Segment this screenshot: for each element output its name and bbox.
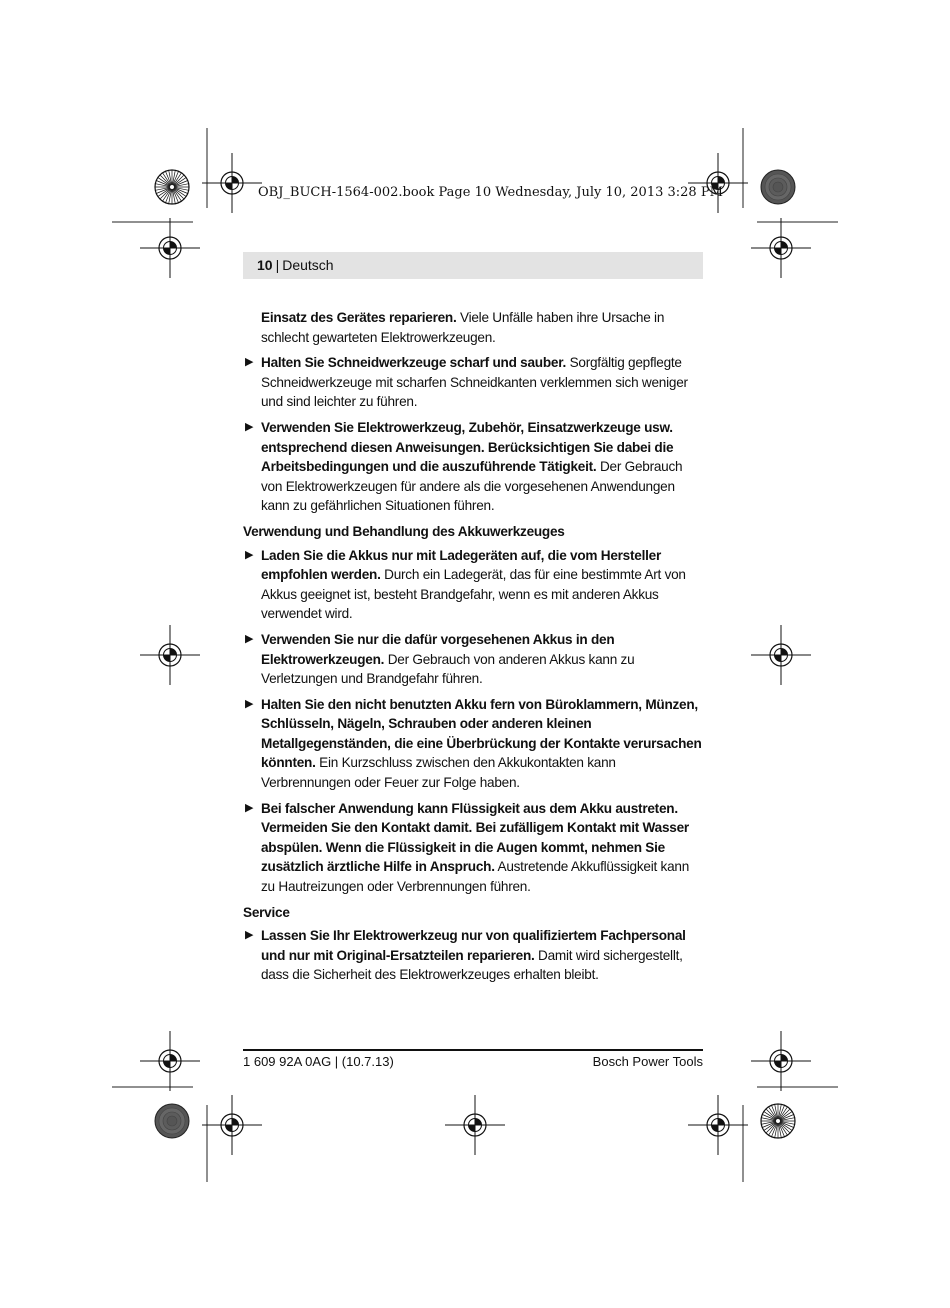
list-item: [243, 546, 705, 624]
item-text: Sorgfältig gepflegte Schneidwerkzeuge mit scharfen Schneidkanten verklemmen sich weniger und sind leichter zu führen.: [261, 355, 688, 410]
bullet-icon: ▶: [245, 548, 254, 561]
intro-bold: Einsatz des Gerätes reparieren.: [261, 310, 457, 325]
item-text: Damit wird sichergestellt, dass die Sicherheit des Elektrowerkzeuges erhalten bleibt.: [261, 947, 683, 983]
registration-mark-lower-right: [751, 1031, 811, 1091]
intro-text: Viele Unfälle haben ihre Ursache in schlecht gewarteten Elektrowerkzeugen.: [261, 310, 665, 345]
starburst-mark-top-left: [155, 170, 189, 204]
bullet-icon: ▶: [245, 632, 254, 645]
bullet-icon: ▶: [245, 801, 254, 814]
item-bold: Halten Sie Schneidwerkzeuge scharf und sauber.: [261, 355, 567, 371]
list-item: [243, 630, 705, 689]
bullet-icon: ▶: [245, 929, 254, 942]
item-bold: Laden Sie die Akkus nur mit Ladegeräten auf, die vom Hersteller empfohlen werden.: [261, 547, 661, 583]
section-heading-akku: Verwendung und Behandlung des Akkuwerkzeuges: [243, 523, 565, 539]
bullet-icon: ▶: [245, 356, 254, 369]
item-bold: Halten Sie den nicht benutzten Akku fern von Büroklammern, Münzen, Schlüsseln, Nägeln, Schrauben oder anderen kleinen Metallgegenständen, die eine Überbrückung der Kontakte verursachen könnten.: [261, 696, 702, 771]
registration-mark-bottom-center: [445, 1095, 505, 1155]
registration-mark-top-right: [688, 153, 748, 213]
item-bold: Verwenden Sie nur die dafür vorgesehenen Akkus in den Elektrowerkzeugen.: [261, 631, 615, 667]
registration-mark-upper-left: [140, 218, 200, 278]
item-bold: Verwenden Sie Elektrowerkzeug, Zubehör, Einsatzwerkzeuge usw. entsprechend diesen Anweisungen. Berücksichtigen Sie dabei die Arbeitsbedingungen und die auszuführende Tätigkeit.: [261, 419, 674, 475]
registration-mark-bottom-left: [202, 1095, 262, 1155]
intro-paragraph: [261, 308, 705, 347]
starburst-mark-bottom-right: [761, 1104, 795, 1138]
header-text: [257, 257, 334, 273]
gray-target-mark-bottom-left: [155, 1104, 189, 1138]
footer-brand: Bosch Power Tools: [592, 1054, 703, 1069]
item-text: Der Gebrauch von anderen Akkus kann zu Verletzungen und Brandgefahr führen.: [261, 651, 635, 687]
header-language: Deutsch: [282, 257, 334, 273]
list-item: [243, 926, 705, 985]
registration-mark-top-left: [202, 153, 262, 213]
registration-mark-mid-right: [751, 625, 811, 685]
registration-mark-mid-left: [140, 625, 200, 685]
bullet-icon: ▶: [245, 697, 254, 710]
footer-doc-number: 1 609 92A 0AG | (10.7.13): [243, 1054, 394, 1069]
item-text: Austretende Akkuflüssigkeit kann zu Hautreizungen oder Verbrennungen führen.: [261, 859, 690, 895]
item-bold: Lassen Sie Ihr Elektrowerkzeug nur von qualifiziertem Fachpersonal und nur mit Original-Ersatzteilen reparieren.: [261, 928, 686, 963]
item-text: Durch ein Ladegerät, das für eine bestimmte Art von Akkus geeignet ist, besteht Brandgefahr, wenn es mit anderen Akkus verwendet wird.: [261, 567, 686, 622]
header-separator: |: [275, 257, 280, 273]
page-number: 10: [257, 257, 273, 273]
registration-mark-bottom-right: [688, 1095, 748, 1155]
main-content: [243, 308, 705, 991]
item-text: Ein Kurzschluss zwischen den Akkukontakten kann Verbrennungen oder Feuer zur Folge haben.: [261, 755, 616, 791]
footer-divider: [243, 1049, 703, 1051]
item-bold: Bei falscher Anwendung kann Flüssigkeit aus dem Akku austreten. Vermeiden Sie den Kontakt damit. Bei zufälligem Kontakt mit Wasser abspülen. Wenn die Flüssigkeit in die Augen kommt, nehmen Sie zusätzlich ärztliche Hilfe in Anspruch.: [261, 800, 689, 875]
section-heading-service: Service: [243, 904, 290, 920]
list-item: [243, 418, 705, 516]
registration-mark-lower-left: [140, 1031, 200, 1091]
list-item: [243, 353, 705, 412]
list-item: [243, 695, 705, 793]
print-slug: OBJ_BUCH-1564-002.book Page 10 Wednesday, July 10, 2013 3:28 PM: [258, 185, 723, 200]
bullet-icon: ▶: [245, 420, 254, 433]
page-header: [243, 252, 703, 279]
item-text: Der Gebrauch von Elektrowerkzeugen für andere als die vorgesehenen Anwendungen kann zu gefährlichen Situationen führen.: [261, 459, 683, 514]
registration-mark-upper-right: [751, 218, 811, 278]
list-item: [243, 799, 705, 897]
gray-target-mark-top-right: [761, 170, 795, 204]
